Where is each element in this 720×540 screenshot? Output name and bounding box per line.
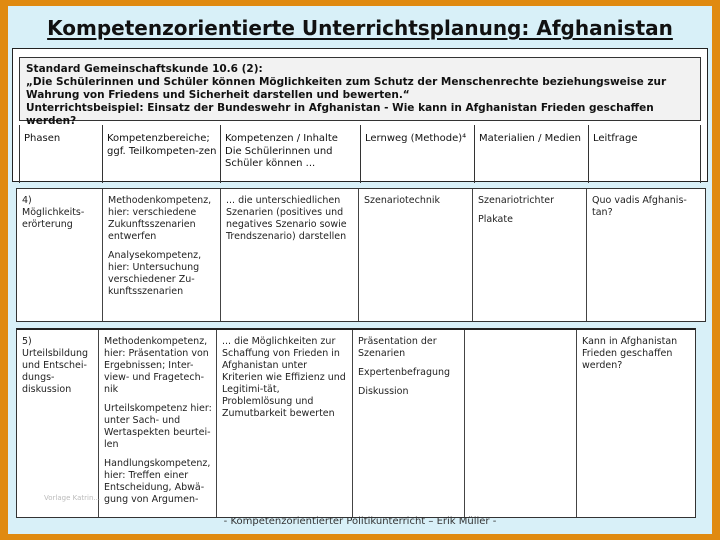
phase-cell: [17, 330, 99, 517]
header-materialien: Materialien / Medien: [475, 125, 589, 183]
kompetenz-item: Handlungskompetenz, hier: Treffen einer Entscheidung, Abwä-gung von Argumen-: [104, 458, 211, 505]
header-leitfrage: Leitfrage: [589, 125, 701, 183]
header-kompetenzen: Kompetenzen / Inhalte Die Schülerinnen und Schüler können ...: [221, 125, 361, 183]
material-item: Plakate: [478, 214, 513, 225]
table-row: [16, 328, 696, 518]
standard-table: [12, 48, 708, 182]
inhalte-cell: ... die Möglichkeiten zur Schaffung von Frieden in Afghanistan unter Kriterien wie Effizienz und Legitimi-tät, Problemlösung und Zumutbarkeit bewerten: [217, 330, 353, 517]
page-title: Kompetenzorientierte Unterrichtsplanung: Afghanistan: [47, 16, 673, 40]
material-item: Szenariotrichter: [478, 195, 555, 206]
phase-name: Möglichkeits-erörterung: [22, 207, 85, 230]
standard-box: [19, 57, 701, 127]
table-header-row: [19, 125, 701, 183]
kompetenz-cell: [99, 330, 217, 517]
header-phasen: Phasen: [19, 125, 103, 183]
phase-number: 4): [22, 195, 32, 206]
methode-cell: Szenariotechnik: [359, 189, 473, 321]
standard-quote: „Die Schülerinnen und Schüler können Möglichkeiten zum Schutz der Menschenrechte beziehungsweise zur Wahrung von Friedens und Sicherheit darstellen und bewerten.“: [26, 76, 667, 101]
header-lernweg: Lernweg (Methode)⁴: [361, 125, 475, 183]
kompetenz-item: Urteilskompetenz hier: unter Sach- und Wertaspekten beurtei-len: [104, 403, 212, 450]
material-cell: [473, 189, 587, 321]
leitfrage-cell: Kann in Afghanistan Frieden geschaffen werden?: [582, 336, 678, 371]
phase-number: 5): [22, 336, 32, 347]
phase-cell: [17, 189, 103, 321]
methode-item: Expertenbefragung: [358, 367, 451, 378]
inhalte-cell: ... die unterschiedlichen Szenarien (positives und negatives Szenario sowie Trendszenario) darstellen: [221, 189, 359, 321]
header-kompetenzbereiche: Kompetenzbereiche; ggf. Teilkompeten-zen: [103, 125, 221, 183]
methode-cell: [353, 330, 465, 517]
kompetenz-item: Methodenkompetenz, hier: verschiedene Zukunftsszenarien entwerfen: [108, 195, 212, 242]
methode-item: Diskussion: [358, 386, 409, 397]
kompetenz-cell: [103, 189, 221, 321]
kompetenz-item: Analysekompetenz, hier: Untersuchung verschiedener Zu-kunftsszenarien: [108, 250, 202, 297]
slide: [8, 6, 712, 534]
standard-title: Standard Gemeinschaftskunde 10.6 (2):: [26, 63, 263, 75]
methode-item: Präsentation der Szenarien: [358, 336, 437, 359]
phase-name: Urteilsbildung und Entschei-dungs-diskussion: [22, 348, 89, 395]
watermark: Vorlage Katrin...: [44, 494, 101, 502]
leitfrage-cell: Quo vadis Afghanis-tan?: [592, 195, 687, 218]
table-row: [16, 188, 706, 322]
material-cell: [465, 330, 577, 517]
footer: - Kompetenzorientierter Politikunterricht – Erik Müller -: [223, 516, 497, 527]
lesson-example: Unterrichtsbeispiel: Einsatz der Bundeswehr in Afghanistan - Wie kann in Afghanistan Frieden geschaffen werden?: [26, 102, 654, 127]
kompetenz-item: Methodenkompetenz, hier: Präsentation von Ergebnissen; Inter-view- und Fragetech-nik: [104, 336, 209, 395]
